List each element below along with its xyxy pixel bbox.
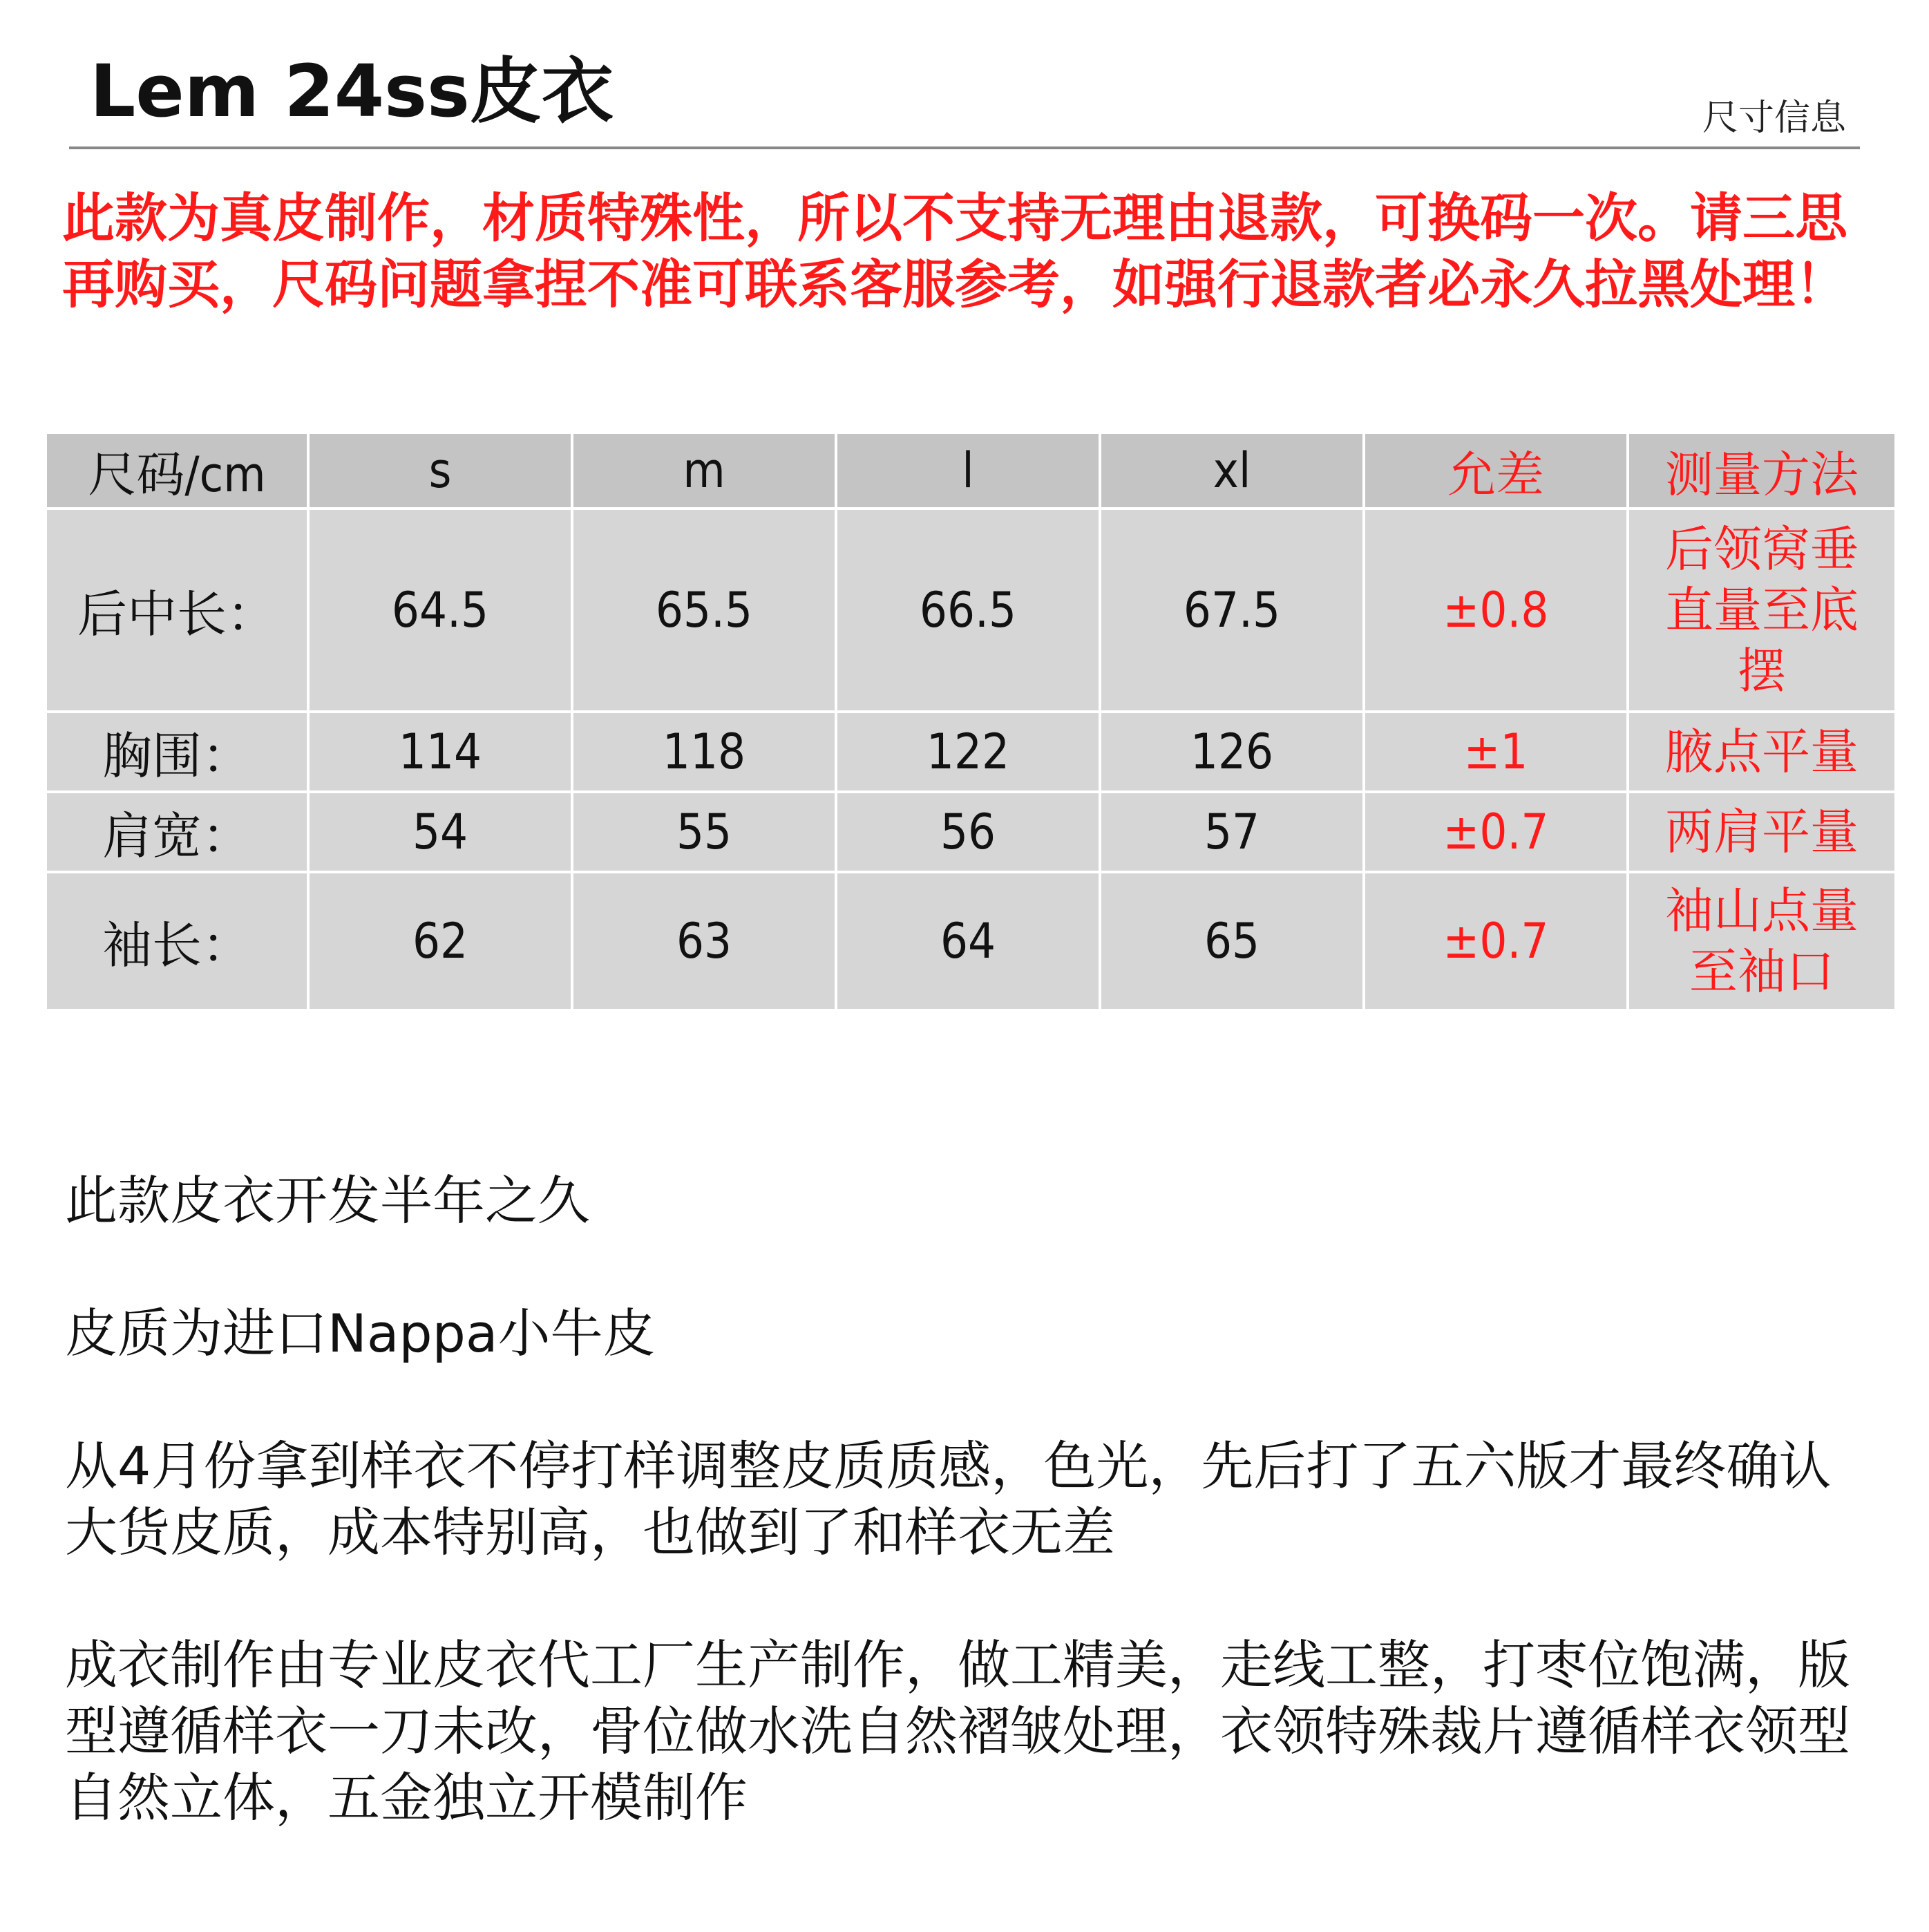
- header-method: 测量方法: [1628, 433, 1896, 509]
- tolerance-cell: ±0.8: [1364, 509, 1628, 712]
- table-cell: 118: [572, 712, 836, 792]
- header-size-m: m: [572, 433, 836, 509]
- page-subtitle: 尺寸信息: [1702, 97, 1846, 139]
- tolerance-cell: ±0.7: [1364, 792, 1628, 872]
- row-label: 后中长：: [46, 509, 308, 712]
- header-size-unit: 尺码/cm: [46, 433, 308, 509]
- table-cell: 66.5: [836, 509, 1100, 712]
- header-size-s: s: [308, 433, 572, 509]
- method-text: 袖山点量至袖口: [1665, 882, 1859, 1000]
- tolerance-cell: ±0.7: [1364, 872, 1628, 1010]
- row-label: 胸围：: [46, 712, 308, 792]
- method-cell: [1628, 509, 1896, 712]
- table-cell: 114: [308, 712, 572, 792]
- description-paragraph: 此款皮衣开发半年之久: [65, 1170, 590, 1231]
- table-cell: 65: [1100, 872, 1364, 1010]
- header-tolerance: 允差: [1364, 433, 1628, 509]
- table-row: [46, 509, 1896, 712]
- header-divider: [69, 146, 1860, 149]
- row-label: 袖长：: [46, 872, 308, 1010]
- header-size-l: l: [836, 433, 1100, 509]
- return-policy-notice: 此款为真皮制作，材质特殊性，所以不支持无理由退款，可换码一次。请三思再购买，尺码问题拿捏不准可联系客服参考，如强行退款者必永久拉黑处理！: [62, 187, 1847, 315]
- table-header-row: [46, 433, 1896, 509]
- table-cell: 57: [1100, 792, 1364, 872]
- table-cell: 54: [308, 792, 572, 872]
- table-row: [46, 792, 1896, 872]
- description-paragraph: 成衣制作由专业皮衣代工厂生产制作，做工精美，走线工整，打枣位饱满，版型遵循样衣一刀未改，骨位做水洗自然褶皱处理，衣领特殊裁片遵循样衣领型自然立体，五金独立开模制作: [65, 1634, 1850, 1828]
- table-cell: 126: [1100, 712, 1364, 792]
- method-cell: 腋点平量: [1628, 712, 1896, 792]
- row-label: 肩宽：: [46, 792, 308, 872]
- table-cell: 64: [836, 872, 1100, 1010]
- table-cell: 67.5: [1100, 509, 1364, 712]
- table-cell: 65.5: [572, 509, 836, 712]
- page-title: Lem 24ss皮衣: [90, 49, 614, 133]
- header-size-xl: xl: [1100, 433, 1364, 509]
- method-cell: [1628, 872, 1896, 1010]
- description-paragraph: 从4月份拿到样衣不停打样调整皮质质感，色光，先后打了五六版才最终确认大货皮质，成本特别高，也做到了和样衣无差: [65, 1435, 1832, 1563]
- table-cell: 56: [836, 792, 1100, 872]
- table-cell: 55: [572, 792, 836, 872]
- table-row: [46, 872, 1896, 1010]
- table-cell: 122: [836, 712, 1100, 792]
- table-cell: 62: [308, 872, 572, 1010]
- table-cell: 64.5: [308, 509, 572, 712]
- method-text: 后领窝垂直量至底摆: [1665, 521, 1859, 699]
- tolerance-cell: ±1: [1364, 712, 1628, 792]
- description-paragraph: 皮质为进口Nappa小牛皮: [65, 1303, 656, 1364]
- table-cell: 63: [572, 872, 836, 1010]
- table-row: [46, 712, 1896, 792]
- method-cell: 两肩平量: [1628, 792, 1896, 872]
- size-chart-table: [44, 431, 1897, 1012]
